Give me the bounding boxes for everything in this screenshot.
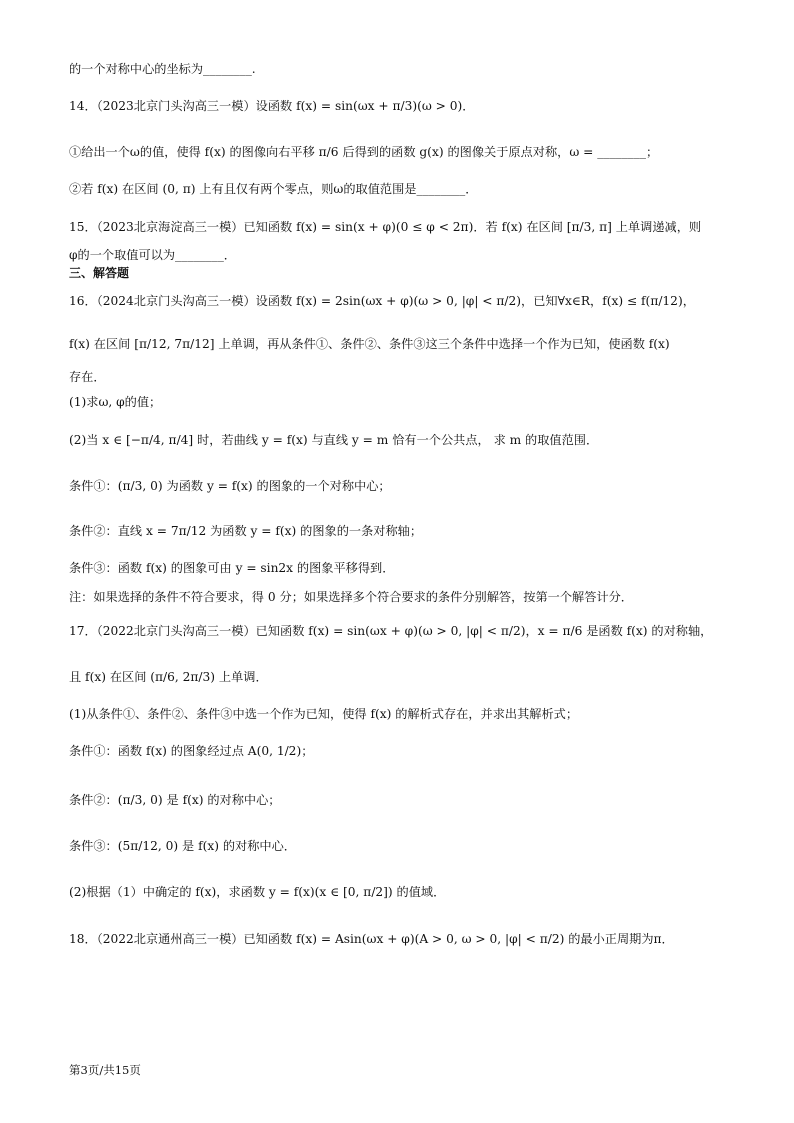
section-heading: 三、解答题 <box>69 266 130 280</box>
problem-17-q1: (1)从条件①、条件②、条件③中选一个作为已知，使得 f(x) 的解析式存在，并求出其解析式； <box>69 707 579 721</box>
problem-14-part-2: ②若 f(x) 在区间 (0, π) 上有且仅有两个零点，则ω的取值范围是________． <box>69 182 478 196</box>
problem-16-condition-1: 条件①：(π/3, 0) 为函数 y = f(x) 的图象的一个对称中心； <box>69 479 391 493</box>
problem-14-part-1: ①给出一个ω的值，使得 f(x) 的图像向右平移 π/6 后得到的函数 g(x) 的图像关于原点对称，ω = ________； <box>69 145 659 159</box>
text-line-1: 的一个对称中心的坐标为________. <box>69 62 256 76</box>
problem-16-note: 注：如果选择的条件不符合要求，得 0 分；如果选择多个符合要求的条件分别解答，按第一个解答计分． <box>69 590 633 604</box>
problem-17-condition-1: 条件①：函数 f(x) 的图象经过点 A(0, 1/2)； <box>69 744 314 758</box>
problem-17-condition-3: 条件③：(5π/12, 0) 是 f(x) 的对称中心． <box>69 839 296 853</box>
problem-16-stem: 16．（2024北京门头沟高三一模）设函数 f(x) = 2sin(ωx + φ)(ω > 0, |φ| < π/2)，已知∀x∈R，f(x) ≤ f(π/12)， <box>69 294 695 308</box>
problem-14-stem: 14．（2023北京门头沟高三一模）设函数 f(x) = sin(ωx + π/3)(ω > 0)． <box>69 99 475 113</box>
problem-16-condition-3: 条件③：函数 f(x) 的图象可由 y = sin2x 的图象平移得到． <box>69 561 395 575</box>
problem-18-stem: 18．（2022北京通州高三一模）已知函数 f(x) = Asin(ωx + φ)(A > 0, ω > 0, |φ| < π/2) 的最小正周期为π． <box>69 932 674 946</box>
problem-17-cont: 且 f(x) 在区间 (π/6, 2π/3) 上单调． <box>69 670 268 684</box>
problem-15-cont: φ的一个取值可以为________． <box>69 248 236 262</box>
problem-15-stem: 15．（2023北京海淀高三一模）已知函数 f(x) = sin(x + φ)(0 ≤ φ < 2π)．若 f(x) 在区间 [π/3, π] 上单调递减，则 <box>69 220 702 234</box>
problem-17-condition-2: 条件②：(π/3, 0) 是 f(x) 的对称中心； <box>69 793 281 807</box>
problem-16-cont-2: 存在． <box>69 370 106 384</box>
problem-17-stem: 17．（2022北京门头沟高三一模）已知函数 f(x) = sin(ωx + φ)(ω > 0, |φ| < π/2)，x = π/6 是函数 f(x) 的对称轴， <box>69 624 713 638</box>
page-footer: 第3页/共15页 <box>69 1063 141 1077</box>
problem-17-q2: (2)根据（1）中确定的 f(x)，求函数 y = f(x)(x ∈ [0, π/2]) 的值域． <box>69 885 446 899</box>
problem-16-q1: (1)求ω, φ的值； <box>69 395 162 409</box>
problem-16-q2: (2)当 x ∈ [−π/4, π/4] 时，若曲线 y = f(x) 与直线 y = m 恰有一个公共点， 求 m 的取值范围． <box>69 433 599 447</box>
problem-16-cont: f(x) 在区间 [π/12, 7π/12] 上单调，再从条件①、条件②、条件③这三个条件中选择一个作为已知，使函数 f(x) <box>69 337 670 351</box>
problem-16-condition-2: 条件②：直线 x = 7π/12 为函数 y = f(x) 的图象的一条对称轴； <box>69 524 423 538</box>
